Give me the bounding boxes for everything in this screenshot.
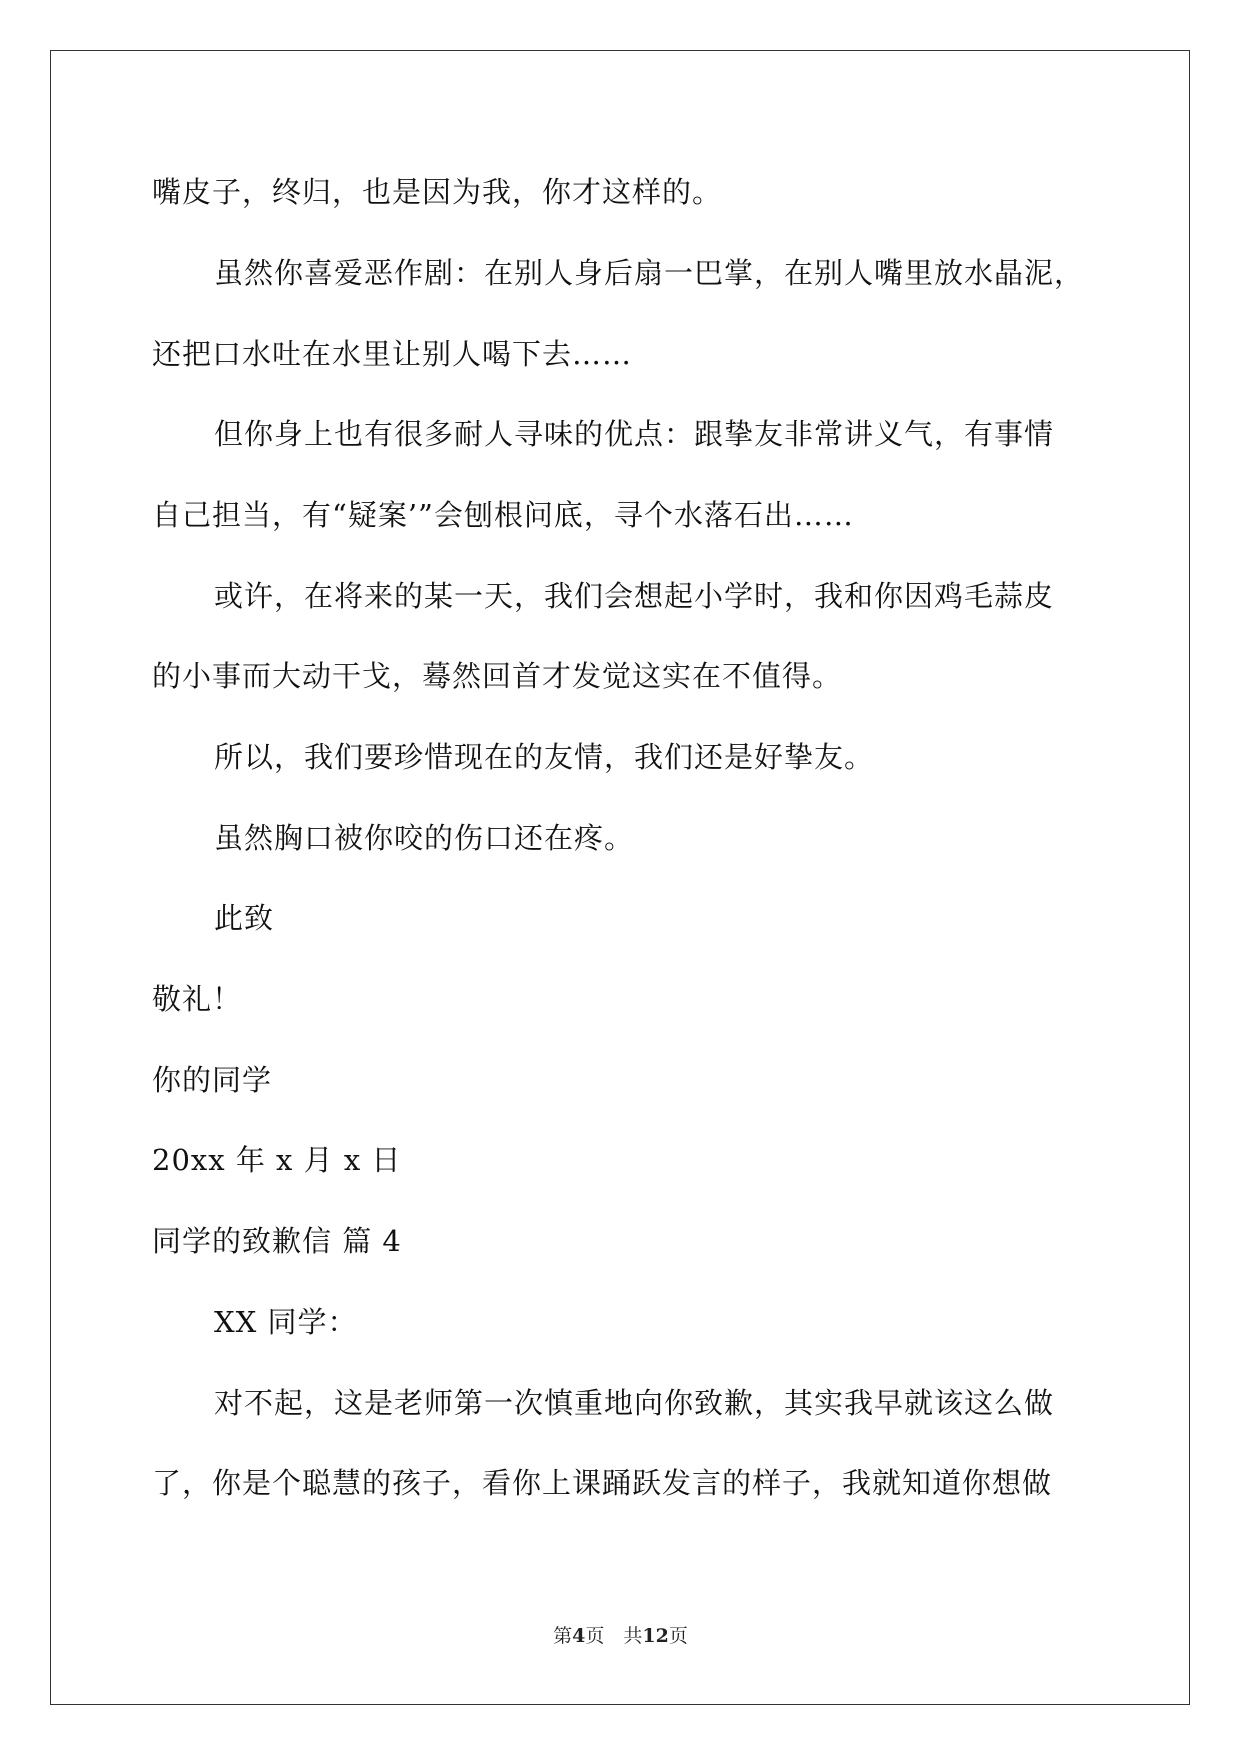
body-line-4: 但你身上也有很多耐人寻味的优点：跟挚友非常讲义气，有事情 — [214, 417, 1055, 451]
body-line-8: 所以，我们要珍惜现在的友情，我们还是好挚友。 — [214, 740, 875, 774]
body-line-6: 或许，在将来的某一天，我们会想起小学时，我和你因鸡毛蒜皮 — [214, 579, 1055, 613]
page-suffix: 页 — [668, 1625, 688, 1647]
body-line-5: 自己担当，有“疑案’”会刨根问底，寻个水落石出…… — [152, 498, 854, 532]
body-line-9: 虽然胸口被你咬的伤口还在疼。 — [214, 821, 635, 855]
page-current: 4 — [572, 1625, 586, 1647]
body-line-3: 还把口水吐在水里让别人喝下去…… — [152, 337, 633, 371]
signature: 你的同学 — [152, 1063, 273, 1097]
section-title: 同学的致歉信 篇 4 — [152, 1224, 402, 1258]
body-line-2: 虽然你喜爱恶作剧：在别人身后扇一巴掌，在别人嘴里放水晶泥， — [214, 256, 1085, 290]
page-total: 12 — [642, 1625, 669, 1647]
body-line-7: 的小事而大动干戈，蓦然回首才发觉这实在不值得。 — [152, 659, 843, 693]
page-border — [50, 50, 1190, 1705]
letter-greeting: XX 同学： — [214, 1305, 358, 1339]
page-mid: 页 共 — [585, 1625, 643, 1647]
page-prefix: 第 — [553, 1625, 573, 1647]
body-line-1: 嘴皮子，终归，也是因为我，你才这样的。 — [152, 175, 723, 209]
letter-date: 20xx 年 x 月 x 日 — [152, 1143, 402, 1177]
page-number-footer — [0, 1624, 1241, 1648]
body-line-10: 对不起，这是老师第一次慎重地向你致歉，其实我早就该这么做 — [214, 1386, 1055, 1420]
body-line-11: 了，你是个聪慧的孩子，看你上课踊跃发言的样子，我就知道你想做 — [152, 1466, 1053, 1500]
closing-salutation: 此致 — [214, 901, 275, 935]
closing-regards: 敬礼！ — [152, 982, 243, 1016]
